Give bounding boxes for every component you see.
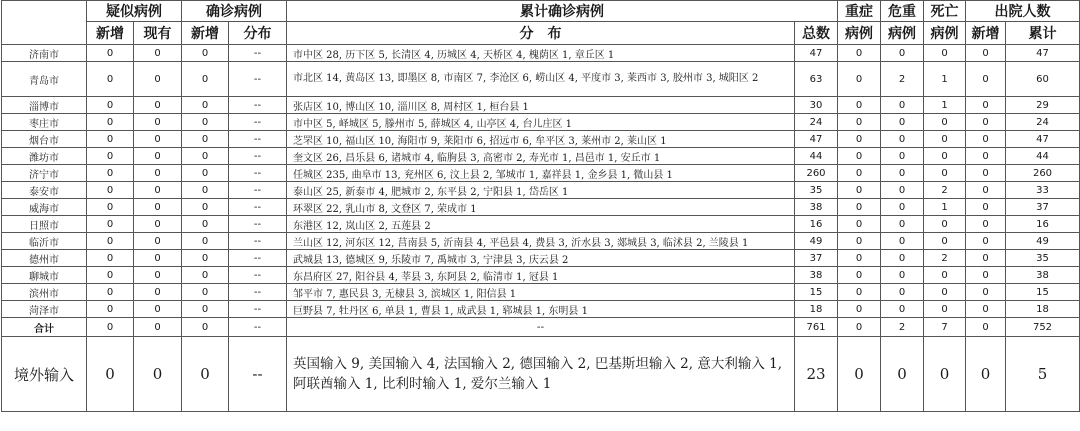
- suspected-new-cell: 0: [87, 250, 134, 267]
- severe-cell: 0: [838, 267, 881, 284]
- table-row: [2, 97, 1080, 114]
- cumulative-distribution-cell: 张店区 10, 博山区 10, 淄川区 8, 周村区 1, 桓台县 1: [287, 97, 795, 114]
- confirmed-new-cell: 0: [182, 337, 229, 412]
- cumulative-distribution-cell: 泰山区 25, 新泰市 4, 肥城市 2, 东平县 2, 宁阳县 1, 岱岳区 1: [287, 182, 795, 199]
- discharged-new-cell: 0: [966, 301, 1006, 318]
- confirmed-distribution-cell: --: [229, 199, 287, 216]
- suspected-new-cell: 0: [87, 216, 134, 233]
- header-discharged-cumulative: 累计: [1006, 22, 1080, 45]
- totals-row: [2, 318, 1080, 337]
- confirmed-distribution-cell: --: [229, 45, 287, 62]
- critical-cell: 0: [881, 148, 924, 165]
- header-severe: 重症: [838, 1, 881, 22]
- discharged-cumulative-cell: 15: [1006, 284, 1080, 301]
- cumulative-distribution-cell: 东昌府区 27, 阳谷县 4, 莘县 3, 东阿县 2, 临清市 1, 冠县 1: [287, 267, 795, 284]
- discharged-cumulative-cell: 35: [1006, 250, 1080, 267]
- city-cell: 日照市: [2, 216, 87, 233]
- discharged-new-cell: 0: [966, 216, 1006, 233]
- cumulative-distribution-cell: 英国输入 9, 美国输入 4, 法国输入 2, 德国输入 2, 巴基斯坦输入 2, 意大利输入 1, 阿联酋输入 1, 比利时输入 1, 爱尔兰输入 1: [287, 337, 795, 412]
- confirmed-distribution-cell: --: [229, 62, 287, 97]
- confirmed-new-cell: 0: [182, 216, 229, 233]
- discharged-cumulative-cell: 44: [1006, 148, 1080, 165]
- critical-cell: 0: [881, 301, 924, 318]
- cumulative-distribution-cell: 市中区 28, 历下区 5, 长清区 4, 历城区 4, 天桥区 4, 槐荫区 1, 章丘区 1: [287, 45, 795, 62]
- cumulative-total-cell: 49: [795, 233, 838, 250]
- critical-cell: 0: [881, 233, 924, 250]
- table-row: [2, 233, 1080, 250]
- cumulative-distribution-cell: 邹平市 7, 惠民县 3, 无棣县 3, 滨城区 1, 阳信县 1: [287, 284, 795, 301]
- cumulative-total-cell: 38: [795, 267, 838, 284]
- header-cumulative-total: 总数: [795, 22, 838, 45]
- confirmed-new-cell: 0: [182, 148, 229, 165]
- confirmed-new-cell: 0: [182, 182, 229, 199]
- city-cell: 济宁市: [2, 165, 87, 182]
- city-cell: 青岛市: [2, 62, 87, 97]
- city-cell: 临沂市: [2, 233, 87, 250]
- confirmed-new-cell: 0: [182, 131, 229, 148]
- suspected-current-cell: 0: [134, 233, 182, 250]
- confirmed-distribution-cell: --: [229, 337, 287, 412]
- death-cell: 0: [924, 267, 966, 284]
- severe-cell: 0: [838, 148, 881, 165]
- critical-cell: 0: [881, 131, 924, 148]
- confirmed-new-cell: 0: [182, 267, 229, 284]
- discharged-new-cell: 0: [966, 199, 1006, 216]
- suspected-current-cell: 0: [134, 301, 182, 318]
- suspected-new-cell: 0: [87, 131, 134, 148]
- cumulative-total-cell: 24: [795, 114, 838, 131]
- suspected-new-cell: 0: [87, 182, 134, 199]
- severe-cell: 0: [838, 301, 881, 318]
- critical-cell: 2: [881, 318, 924, 337]
- cumulative-distribution-cell: 东港区 12, 岚山区 2, 五莲县 2: [287, 216, 795, 233]
- discharged-new-cell: 0: [966, 337, 1006, 412]
- death-cell: 0: [924, 284, 966, 301]
- discharged-new-cell: 0: [966, 148, 1006, 165]
- cumulative-total-cell: 23: [795, 337, 838, 412]
- confirmed-new-cell: 0: [182, 165, 229, 182]
- confirmed-new-cell: 0: [182, 284, 229, 301]
- cumulative-distribution-cell: --: [287, 318, 795, 337]
- death-cell: 0: [924, 301, 966, 318]
- header-suspected-new: 新增: [87, 22, 134, 45]
- imported-row: [2, 337, 1080, 412]
- critical-cell: 0: [881, 284, 924, 301]
- discharged-cumulative-cell: 29: [1006, 97, 1080, 114]
- confirmed-distribution-cell: --: [229, 301, 287, 318]
- suspected-current-cell: 0: [134, 199, 182, 216]
- table-row: [2, 182, 1080, 199]
- suspected-current-cell: 0: [134, 45, 182, 62]
- header-row-2: [2, 22, 1080, 45]
- city-cell: 潍坊市: [2, 148, 87, 165]
- header-row-1: [2, 1, 1080, 22]
- cumulative-total-cell: 16: [795, 216, 838, 233]
- discharged-new-cell: 0: [966, 250, 1006, 267]
- confirmed-distribution-cell: --: [229, 216, 287, 233]
- discharged-cumulative-cell: 47: [1006, 131, 1080, 148]
- city-cell: 泰安市: [2, 182, 87, 199]
- header-severe-cases: 病例: [838, 22, 881, 45]
- suspected-current-cell: 0: [134, 97, 182, 114]
- city-cell: 淄博市: [2, 97, 87, 114]
- header-cumulative: 累计确诊病例: [287, 1, 838, 22]
- discharged-new-cell: 0: [966, 182, 1006, 199]
- suspected-new-cell: 0: [87, 284, 134, 301]
- severe-cell: 0: [838, 337, 881, 412]
- critical-cell: 0: [881, 182, 924, 199]
- death-cell: 2: [924, 250, 966, 267]
- city-cell: 聊城市: [2, 267, 87, 284]
- critical-cell: 0: [881, 199, 924, 216]
- confirmed-distribution-cell: --: [229, 131, 287, 148]
- header-discharged: 出院人数: [966, 1, 1080, 22]
- death-cell: 0: [924, 216, 966, 233]
- suspected-new-cell: 0: [87, 148, 134, 165]
- cumulative-distribution-cell: 武城县 13, 德城区 9, 乐陵市 7, 禹城市 3, 宁津县 3, 庆云县 2: [287, 250, 795, 267]
- suspected-new-cell: 0: [87, 97, 134, 114]
- table-row: [2, 301, 1080, 318]
- discharged-cumulative-cell: 60: [1006, 62, 1080, 97]
- suspected-current-cell: 0: [134, 148, 182, 165]
- discharged-new-cell: 0: [966, 165, 1006, 182]
- severe-cell: 0: [838, 45, 881, 62]
- city-cell: 济南市: [2, 45, 87, 62]
- table-row: [2, 216, 1080, 233]
- suspected-current-cell: 0: [134, 250, 182, 267]
- discharged-new-cell: 0: [966, 284, 1006, 301]
- suspected-current-cell: 0: [134, 318, 182, 337]
- severe-cell: 0: [838, 199, 881, 216]
- confirmed-distribution-cell: --: [229, 284, 287, 301]
- discharged-cumulative-cell: 5: [1006, 337, 1080, 412]
- death-cell: 2: [924, 182, 966, 199]
- header-discharged-new: 新增: [966, 22, 1006, 45]
- discharged-new-cell: 0: [966, 318, 1006, 337]
- cumulative-distribution-cell: 环翠区 22, 乳山市 8, 文登区 7, 荣成市 1: [287, 199, 795, 216]
- confirmed-distribution-cell: --: [229, 250, 287, 267]
- cumulative-total-cell: 63: [795, 62, 838, 97]
- discharged-new-cell: 0: [966, 45, 1006, 62]
- suspected-current-cell: 0: [134, 165, 182, 182]
- death-cell: 7: [924, 318, 966, 337]
- discharged-cumulative-cell: 752: [1006, 318, 1080, 337]
- discharged-new-cell: 0: [966, 114, 1006, 131]
- header-critical-cases: 病例: [881, 22, 924, 45]
- critical-cell: 2: [881, 62, 924, 97]
- cumulative-distribution-cell: 任城区 235, 曲阜市 13, 兖州区 6, 汶上县 2, 邹城市 1, 嘉祥县 1, 金乡县 1, 微山县 1: [287, 165, 795, 182]
- suspected-new-cell: 0: [87, 45, 134, 62]
- suspected-current-cell: 0: [134, 284, 182, 301]
- severe-cell: 0: [838, 250, 881, 267]
- discharged-cumulative-cell: 33: [1006, 182, 1080, 199]
- suspected-current-cell: 0: [134, 216, 182, 233]
- discharged-cumulative-cell: 38: [1006, 267, 1080, 284]
- confirmed-new-cell: 0: [182, 199, 229, 216]
- suspected-current-cell: 0: [134, 62, 182, 97]
- confirmed-new-cell: 0: [182, 233, 229, 250]
- critical-cell: 0: [881, 97, 924, 114]
- discharged-cumulative-cell: 260: [1006, 165, 1080, 182]
- table-row: [2, 267, 1080, 284]
- cumulative-total-cell: 38: [795, 199, 838, 216]
- confirmed-new-cell: 0: [182, 114, 229, 131]
- suspected-new-cell: 0: [87, 337, 134, 412]
- table-row: [2, 45, 1080, 62]
- death-cell: 0: [924, 165, 966, 182]
- severe-cell: 0: [838, 131, 881, 148]
- cumulative-total-cell: 35: [795, 182, 838, 199]
- city-cell: 滨州市: [2, 284, 87, 301]
- discharged-new-cell: 0: [966, 233, 1006, 250]
- critical-cell: 0: [881, 250, 924, 267]
- table-body: [2, 1, 1080, 412]
- header-city-corner: [2, 1, 87, 45]
- confirmed-distribution-cell: --: [229, 267, 287, 284]
- suspected-current-cell: 0: [134, 182, 182, 199]
- suspected-new-cell: 0: [87, 301, 134, 318]
- table-row: [2, 199, 1080, 216]
- table-row: [2, 131, 1080, 148]
- confirmed-distribution-cell: --: [229, 233, 287, 250]
- confirmed-new-cell: 0: [182, 250, 229, 267]
- suspected-new-cell: 0: [87, 267, 134, 284]
- table-row: [2, 165, 1080, 182]
- suspected-new-cell: 0: [87, 233, 134, 250]
- header-suspected-current: 现有: [134, 22, 182, 45]
- confirmed-new-cell: 0: [182, 62, 229, 97]
- suspected-new-cell: 0: [87, 199, 134, 216]
- cumulative-distribution-cell: 奎文区 26, 昌乐县 6, 诸城市 4, 临朐县 3, 高密市 2, 寿光市 1, 昌邑市 1, 安丘市 1: [287, 148, 795, 165]
- table-row: [2, 62, 1080, 97]
- severe-cell: 0: [838, 62, 881, 97]
- severe-cell: 0: [838, 318, 881, 337]
- city-cell: 合计: [2, 318, 87, 337]
- covid-statistics-table: [1, 0, 1080, 412]
- confirmed-new-cell: 0: [182, 97, 229, 114]
- death-cell: 0: [924, 233, 966, 250]
- header-confirmed-distribution: 分布: [229, 22, 287, 45]
- critical-cell: 0: [881, 114, 924, 131]
- suspected-new-cell: 0: [87, 165, 134, 182]
- city-cell: 烟台市: [2, 131, 87, 148]
- discharged-cumulative-cell: 37: [1006, 199, 1080, 216]
- header-confirmed-new: 新增: [182, 22, 229, 45]
- discharged-new-cell: 0: [966, 267, 1006, 284]
- suspected-new-cell: 0: [87, 318, 134, 337]
- confirmed-distribution-cell: --: [229, 165, 287, 182]
- cumulative-distribution-cell: 兰山区 12, 河东区 12, 莒南县 5, 沂南县 4, 平邑县 4, 费县 3, 沂水县 3, 郯城县 3, 临沭县 2, 兰陵县 1: [287, 233, 795, 250]
- table-row: [2, 284, 1080, 301]
- city-cell: 威海市: [2, 199, 87, 216]
- confirmed-distribution-cell: --: [229, 182, 287, 199]
- severe-cell: 0: [838, 233, 881, 250]
- severe-cell: 0: [838, 182, 881, 199]
- severe-cell: 0: [838, 97, 881, 114]
- severe-cell: 0: [838, 165, 881, 182]
- cumulative-total-cell: 30: [795, 97, 838, 114]
- discharged-cumulative-cell: 24: [1006, 114, 1080, 131]
- critical-cell: 0: [881, 267, 924, 284]
- suspected-current-cell: 0: [134, 131, 182, 148]
- discharged-cumulative-cell: 47: [1006, 45, 1080, 62]
- table-row: [2, 250, 1080, 267]
- cumulative-total-cell: 47: [795, 131, 838, 148]
- table-row: [2, 148, 1080, 165]
- header-suspected: 疑似病例: [87, 1, 182, 22]
- header-critical: 危重: [881, 1, 924, 22]
- confirmed-new-cell: 0: [182, 301, 229, 318]
- confirmed-distribution-cell: --: [229, 148, 287, 165]
- severe-cell: 0: [838, 216, 881, 233]
- header-cumulative-distribution: 分 布: [287, 22, 795, 45]
- discharged-new-cell: 0: [966, 62, 1006, 97]
- city-cell: 德州市: [2, 250, 87, 267]
- cumulative-total-cell: 761: [795, 318, 838, 337]
- critical-cell: 0: [881, 216, 924, 233]
- cumulative-total-cell: 15: [795, 284, 838, 301]
- table-row: [2, 114, 1080, 131]
- cumulative-total-cell: 47: [795, 45, 838, 62]
- severe-cell: 0: [838, 284, 881, 301]
- cumulative-total-cell: 37: [795, 250, 838, 267]
- suspected-current-cell: 0: [134, 337, 182, 412]
- death-cell: 1: [924, 199, 966, 216]
- death-cell: 1: [924, 97, 966, 114]
- cumulative-distribution-cell: 巨野县 7, 牡丹区 6, 单县 1, 曹县 1, 成武县 1, 郓城县 1, 东明县 1: [287, 301, 795, 318]
- cumulative-total-cell: 18: [795, 301, 838, 318]
- cumulative-distribution-cell: 芝罘区 10, 福山区 10, 海阳市 9, 莱阳市 6, 招远市 6, 牟平区 3, 莱州市 2, 莱山区 1: [287, 131, 795, 148]
- discharged-new-cell: 0: [966, 131, 1006, 148]
- city-cell: 枣庄市: [2, 114, 87, 131]
- discharged-cumulative-cell: 49: [1006, 233, 1080, 250]
- cumulative-total-cell: 260: [795, 165, 838, 182]
- cumulative-distribution-cell: 市中区 5, 峄城区 5, 滕州市 5, 薛城区 4, 山亭区 4, 台儿庄区 1: [287, 114, 795, 131]
- confirmed-distribution-cell: --: [229, 114, 287, 131]
- discharged-new-cell: 0: [966, 97, 1006, 114]
- cumulative-total-cell: 44: [795, 148, 838, 165]
- death-cell: 0: [924, 337, 966, 412]
- header-death-cases: 病例: [924, 22, 966, 45]
- city-cell: 菏泽市: [2, 301, 87, 318]
- confirmed-distribution-cell: --: [229, 318, 287, 337]
- confirmed-new-cell: 0: [182, 45, 229, 62]
- suspected-new-cell: 0: [87, 114, 134, 131]
- death-cell: 1: [924, 62, 966, 97]
- critical-cell: 0: [881, 165, 924, 182]
- confirmed-distribution-cell: --: [229, 97, 287, 114]
- discharged-cumulative-cell: 18: [1006, 301, 1080, 318]
- confirmed-new-cell: 0: [182, 318, 229, 337]
- death-cell: 0: [924, 45, 966, 62]
- critical-cell: 0: [881, 337, 924, 412]
- critical-cell: 0: [881, 45, 924, 62]
- suspected-current-cell: 0: [134, 267, 182, 284]
- death-cell: 0: [924, 131, 966, 148]
- discharged-cumulative-cell: 16: [1006, 216, 1080, 233]
- header-death: 死亡: [924, 1, 966, 22]
- city-cell: 境外输入: [2, 337, 87, 412]
- death-cell: 0: [924, 148, 966, 165]
- suspected-current-cell: 0: [134, 114, 182, 131]
- cumulative-distribution-cell: 市北区 14, 黄岛区 13, 即墨区 8, 市南区 7, 李沧区 6, 崂山区 4, 平度市 3, 莱西市 3, 胶州市 3, 城阳区 2: [287, 62, 795, 97]
- suspected-new-cell: 0: [87, 62, 134, 97]
- header-confirmed: 确诊病例: [182, 1, 287, 22]
- death-cell: 0: [924, 114, 966, 131]
- severe-cell: 0: [838, 114, 881, 131]
